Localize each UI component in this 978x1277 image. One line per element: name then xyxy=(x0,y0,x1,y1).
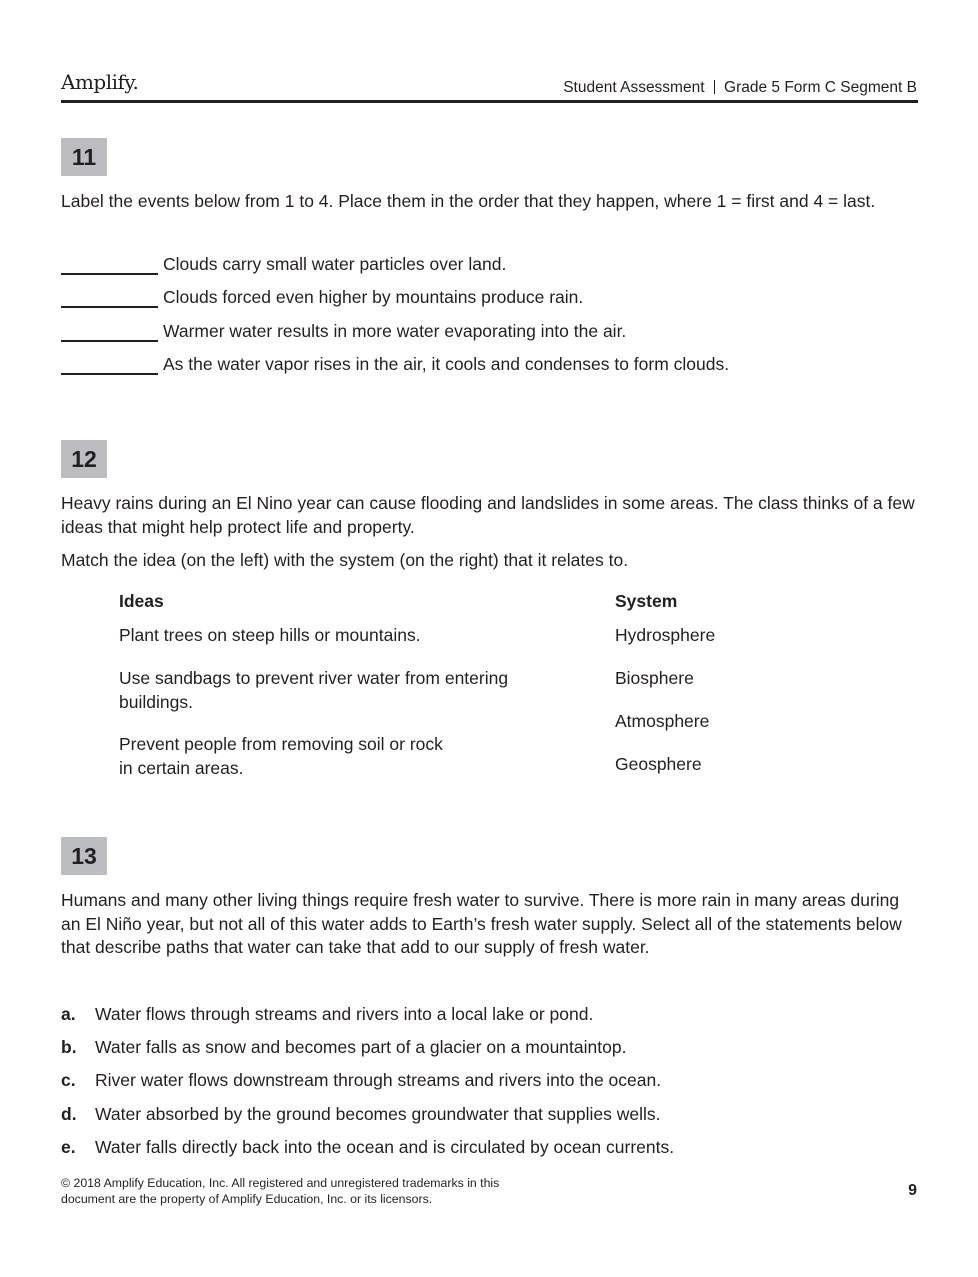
header-info xyxy=(563,79,917,97)
copyright-line: document are the property of Amplify Education, Inc. or its licensors. xyxy=(61,1192,433,1206)
idea-item[interactable]: Prevent people from removing soil or rock in certain areas. xyxy=(119,734,443,778)
idea-item[interactable]: Plant trees on steep hills or mountains. xyxy=(119,625,421,645)
idea-item[interactable]: Use sandbags to prevent river water from entering buildings. xyxy=(119,668,509,712)
answer-option[interactable] xyxy=(61,1070,661,1091)
system-header: System xyxy=(615,591,678,611)
system-item[interactable]: Hydrosphere xyxy=(615,625,716,645)
option-text: Water falls as snow and becomes part of a glacier on a mountaintop. xyxy=(95,1037,627,1057)
header-rule xyxy=(61,100,918,103)
answer-option[interactable] xyxy=(61,1037,626,1058)
option-text: Water flows through streams and rivers into a local lake or pond. xyxy=(95,1004,594,1024)
system-item[interactable]: Geosphere xyxy=(615,754,702,774)
q11-prompt: Label the events below from 1 to 4. Place them in the order that they happen, where 1 = first and 4 = last. xyxy=(61,191,876,211)
q11-item-text: Clouds carry small water particles over land. xyxy=(163,254,507,274)
option-text: Water absorbed by the ground becomes groundwater that supplies wells. xyxy=(95,1104,661,1124)
option-text: River water flows downstream through streams and rivers into the ocean. xyxy=(95,1070,662,1090)
q12-instruction: Match the idea (on the left) with the system (on the right) that it relates to. xyxy=(61,550,629,570)
answer-option[interactable] xyxy=(61,1004,593,1025)
option-letter: a. xyxy=(61,1004,76,1024)
option-letter: c. xyxy=(61,1070,76,1090)
q11-item-text: As the water vapor rises in the air, it cools and condenses to form clouds. xyxy=(163,354,730,374)
q12-intro: Heavy rains during an El Nino year can cause flooding and landslides in some areas. The class thinks of a few ideas that might help protect life and property. xyxy=(61,493,915,537)
question-number-12: 12 xyxy=(61,440,107,478)
q11-item xyxy=(61,287,583,311)
q13-prompt: Humans and many other living things require fresh water to survive. There is more rain in many areas during an El Niño year, but not all of this water adds to Earth’s fresh water supply. Select all of the statements below that describe paths that water can take that add to our supply of fresh water. xyxy=(61,890,902,957)
option-letter: d. xyxy=(61,1104,77,1124)
q11-item xyxy=(61,354,729,378)
option-text: Water falls directly back into the ocean and is circulated by ocean currents. xyxy=(95,1137,675,1157)
system-item[interactable]: Biosphere xyxy=(615,668,694,688)
ideas-header: Ideas xyxy=(119,591,164,611)
answer-option[interactable] xyxy=(61,1104,661,1125)
page-number: 9 xyxy=(908,1182,917,1199)
q11-item-text: Warmer water results in more water evaporating into the air. xyxy=(163,321,627,341)
header-divider xyxy=(714,80,716,94)
q11-item xyxy=(61,254,506,278)
answer-blank[interactable] xyxy=(61,321,158,342)
copyright xyxy=(61,1175,581,1207)
copyright-line: © 2018 Amplify Education, Inc. All registered and unregistered trademarks in this xyxy=(61,1176,500,1190)
doc-type: Student Assessment xyxy=(563,79,705,96)
answer-blank[interactable] xyxy=(61,287,158,308)
question-number-13: 13 xyxy=(61,837,107,875)
amplify-logo: Amplify. xyxy=(61,70,139,94)
answer-blank[interactable] xyxy=(61,254,158,275)
form-name: Grade 5 Form C Segment B xyxy=(724,79,917,96)
answer-option[interactable] xyxy=(61,1137,674,1158)
q11-item-text: Clouds forced even higher by mountains produce rain. xyxy=(163,287,584,307)
option-letter: e. xyxy=(61,1137,76,1157)
option-letter: b. xyxy=(61,1037,77,1057)
question-number-11: 11 xyxy=(61,138,107,176)
q11-item xyxy=(61,321,626,345)
system-item[interactable]: Atmosphere xyxy=(615,711,710,731)
answer-blank[interactable] xyxy=(61,354,158,375)
